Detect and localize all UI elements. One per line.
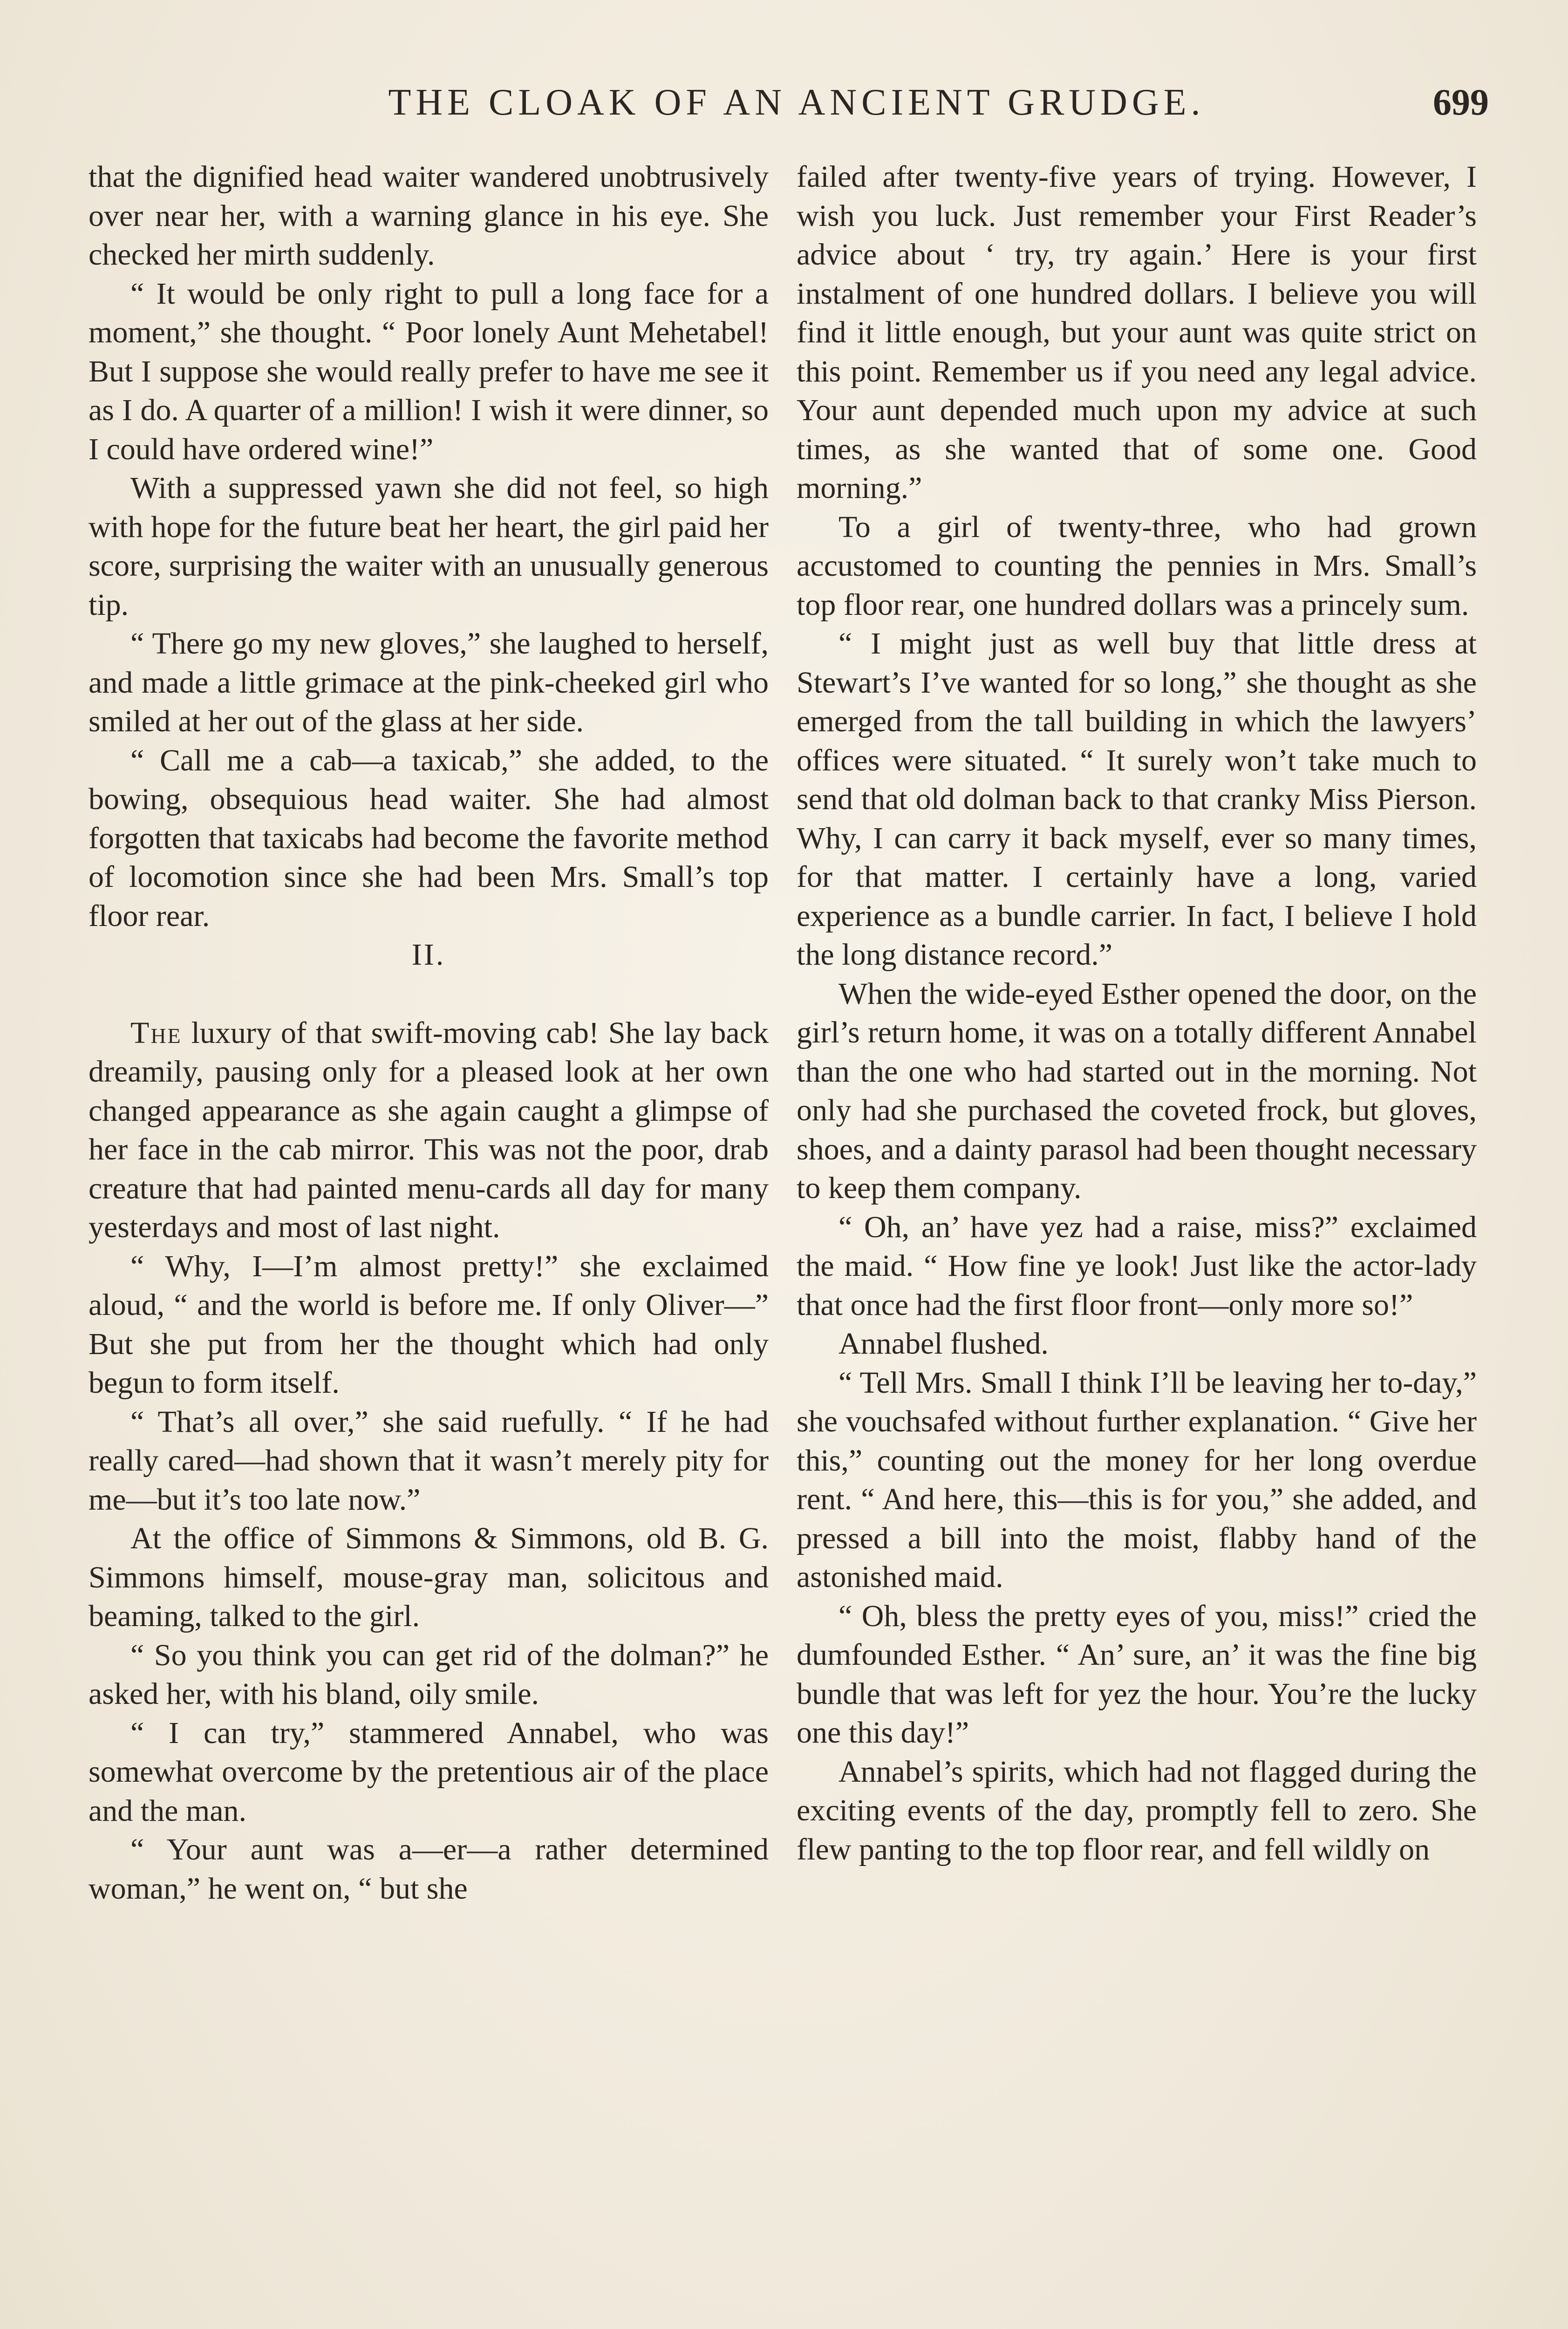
section-numeral: II. (411, 938, 446, 972)
paragraph-text: luxury of that swift-moving cab! She lay back dreamily, pausing only for a pleased look at her own changed appearance as she again caught a glimpse of her face in the cab mirror. This was not the poor, drab creature that had painted menu-cards all day for many yesterdays and most of last night. (89, 1015, 769, 1244)
right-column (797, 157, 1477, 1869)
paragraph: “ Tell Mrs. Small I think I’ll be leaving her to-day,” she vouchsafed without further explanation. “ Give her this,” counting out the money for her long overdue rent. “ And here, this—this is for you,” she added, and pressed a bill into the moist, flabby hand of the astonished maid. (797, 1365, 1477, 1594)
paragraph: “ There go my new gloves,” she laughed to herself, and made a little grimace at the pink-cheeked girl who smiled at her out of the glass at her side. (89, 627, 769, 738)
section-lead-word: The (130, 1015, 182, 1050)
paragraph: “ So you think you can get rid of the dolman?” he asked her, with his bland, oily smile. (89, 1638, 769, 1711)
paragraph: that the dignified head waiter wandered unobtrusively over near her, with a warning glance in his eye. She checked her mirth suddenly. (89, 160, 769, 272)
paragraph: “ Oh, bless the pretty eyes of you, miss!” cried the dumfounded Esther. “ An’ sure, an’ it was the fine big bundle that was left for yez the hour. You’re the lucky one this day!” (797, 1599, 1477, 1750)
paragraph: failed after twenty-five years of trying. However, I wish you luck. Just remember your First Reader’s advice about ‘ try, try again.’ Here is your first instalment of one hundred dollars. I believe you will find it little enough, but your aunt was quite strict on this point. Remember us if you need any legal advice. Your aunt depended much upon my advice at such times, as she wanted that of some one. Good morning.” (797, 160, 1477, 505)
paragraph: “ I can try,” stammered Annabel, who was somewhat overcome by the pretentious air of the place and the man. (89, 1716, 769, 1828)
paragraph: “ Why, I—I’m almost pretty!” she exclaimed aloud, “ and the world is before me. If only Oliver—” But she put from her the thought which had only begun to form itself. (89, 1249, 769, 1400)
paragraph: “ That’s all over,” she said ruefully. “ If he had really cared—had shown that it wasn’t merely pity for me—but it’s too late now.” (89, 1404, 769, 1517)
paragraph: “ Call me a cab—a taxicab,” she added, to the bowing, obsequious head waiter. She had almost forgotten that taxicabs had become the favorite method of locomotion since she had been Mrs. Small’s top floor rear. (89, 743, 769, 933)
paragraph: With a suppressed yawn she did not feel, so high with hope for the future beat her heart, the girl paid her score, surprising the waiter with an unusually generous tip. (89, 471, 769, 622)
running-title: THE CLOAK OF AN ANCIENT GRUDGE. (388, 82, 1205, 123)
paragraph: Annabel’s spirits, which had not flagged during the exciting events of the day, promptly fell to zero. She flew panting to the top floor rear, and fell wildly on (797, 1754, 1477, 1866)
paragraph: “ Oh, an’ have yez had a raise, miss?” exclaimed the maid. “ How fine ye look! Just like the actor-lady that once had the first floor front—only more so!” (797, 1210, 1477, 1322)
paragraph: “ I might just as well buy that little dress at Stewart’s I’ve wanted for so long,” she thought as she emerged from the tall building in which the lawyers’ offices were situated. “ It surely won’t take much to send that old dolman back to that cranky Miss Pierson. Why, I can carry it back myself, ever so many times, for that matter. I certainly have a long, varied experience as a bundle carrier. In fact, I believe I hold the long distance record.” (797, 627, 1477, 972)
paragraph: Annabel flushed. (839, 1327, 1049, 1361)
paragraph: “ Your aunt was a—er—a rather determined woman,” he went on, “ but she (89, 1832, 769, 1906)
page-header (0, 79, 1568, 135)
page-number: 699 (1433, 82, 1489, 123)
paragraph: At the office of Simmons & Simmons, old B. G. Simmons himself, mouse-gray man, solicitous and beaming, talked to the girl. (89, 1521, 769, 1633)
paragraph: To a girl of twenty-three, who had grown accustomed to counting the pennies in Mrs. Small’s top floor rear, one hundred dollars was a princely sum. (797, 510, 1477, 622)
left-column (89, 157, 769, 1908)
paragraph: When the wide-eyed Esther opened the door, on the girl’s return home, it was on a totally different Annabel than the one who had started out in the morning. Not only had she purchased the coveted frock, but gloves, shoes, and a dainty parasol had been thought necessary to keep them company. (797, 976, 1477, 1205)
paragraph: “ It would be only right to pull a long face for a moment,” she thought. “ Poor lonely Aunt Mehetabel! But I suppose she would really prefer to have me see it as I do. A quarter of a million! I wish it were dinner, so I could have ordered wine!” (89, 276, 769, 466)
paragraph (89, 1014, 769, 1247)
